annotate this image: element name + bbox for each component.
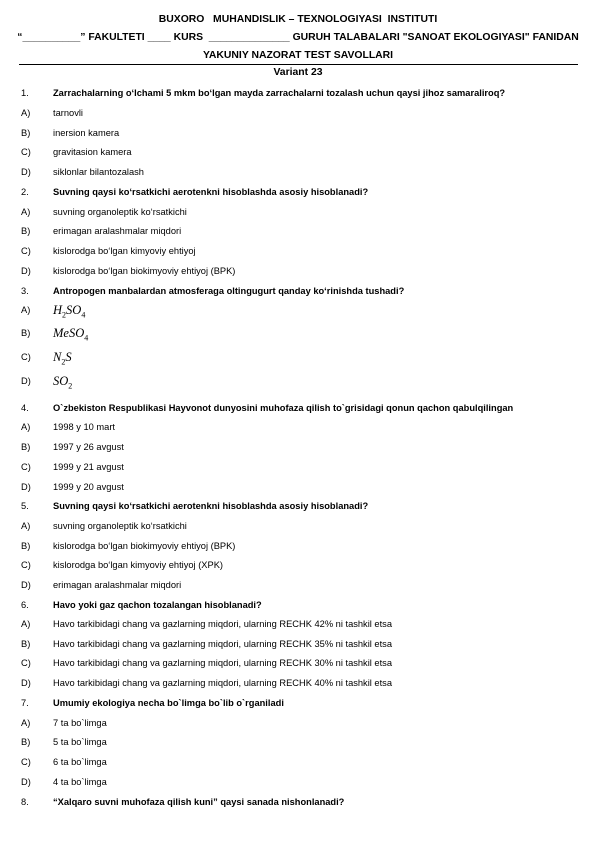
option-1a bbox=[0, 108, 596, 124]
option-text: 1997 y 26 avgust bbox=[53, 442, 124, 452]
option-4a bbox=[0, 422, 596, 438]
question-number: 1. bbox=[21, 88, 29, 98]
chemical-formula: $SO_2$ bbox=[53, 374, 73, 391]
institute-name: BUXORO MUHANDISLIK – TEXNOLOGIYASI INSTITUTI bbox=[158, 14, 438, 25]
option-4d bbox=[0, 482, 596, 498]
header-divider bbox=[19, 64, 578, 65]
option-letter: B) bbox=[21, 639, 31, 649]
option-1c bbox=[0, 147, 596, 163]
option-letter: C) bbox=[21, 462, 31, 472]
question-text: Zarrachalarning o‘lchami 5 mkm bo‘lgan mayda zarrachalarni tozalash uchun qaysi jihoz samaraliroq? bbox=[53, 88, 506, 98]
question-5 bbox=[0, 501, 596, 517]
option-text: kislorodga bo‘lgan kimyoviy ehtiyoj bbox=[53, 246, 196, 256]
option-6d bbox=[0, 678, 596, 694]
option-text: kislorodga bo‘lgan kimyoviy ehtiyoj (XPK) bbox=[53, 560, 223, 570]
option-text: 7 ta bo`limga bbox=[53, 718, 107, 728]
option-letter: B) bbox=[21, 226, 31, 236]
chemical-formula: $N_2S$ bbox=[53, 350, 72, 367]
option-2c bbox=[0, 246, 596, 262]
option-letter: B) bbox=[21, 442, 31, 452]
option-letter: A) bbox=[21, 619, 31, 629]
option-text: kislorodga bo‘lgan biokimyoviy ehtiyoj (BPK) bbox=[53, 266, 236, 276]
option-5a bbox=[0, 521, 596, 537]
question-text: Havo yoki gaz qachon tozalangan hisoblanadi? bbox=[53, 600, 262, 610]
option-1d bbox=[0, 167, 596, 183]
option-letter: A) bbox=[21, 108, 31, 118]
option-letter: B) bbox=[21, 128, 31, 138]
question-number: 7. bbox=[21, 698, 29, 708]
option-letter: D) bbox=[21, 376, 31, 386]
option-7a bbox=[0, 718, 596, 734]
option-3a bbox=[0, 305, 596, 321]
option-6b bbox=[0, 639, 596, 655]
option-letter: D) bbox=[21, 580, 31, 590]
variant-label: Variant 23 bbox=[273, 67, 323, 78]
question-text: O`zbekiston Respublikasi Hayvonot dunyosini muhofaza qilish to`grisidagi qonun qachon qabulqilingan bbox=[53, 403, 514, 413]
option-letter: D) bbox=[21, 167, 31, 177]
option-5c bbox=[0, 560, 596, 576]
option-letter: A) bbox=[21, 521, 31, 531]
option-letter: B) bbox=[21, 737, 31, 747]
option-letter: D) bbox=[21, 482, 31, 492]
option-2b bbox=[0, 226, 596, 242]
option-letter: A) bbox=[21, 422, 31, 432]
option-letter: B) bbox=[21, 328, 31, 338]
question-1 bbox=[0, 88, 596, 104]
option-text: 1999 y 21 avgust bbox=[53, 462, 124, 472]
option-letter: B) bbox=[21, 541, 31, 551]
option-text: inersion kamera bbox=[53, 128, 120, 138]
question-text: Suvning qaysi ko‘rsatkichi aerotenkni hisoblashda asosiy hisoblanadi? bbox=[53, 187, 369, 197]
question-number: 2. bbox=[21, 187, 29, 197]
option-letter: C) bbox=[21, 560, 31, 570]
option-text: Havo tarkibidagi chang va gazlarning miqdori, ularning RECHK 42% ni tashkil etsa bbox=[53, 619, 392, 629]
option-letter: D) bbox=[21, 266, 31, 276]
option-3b bbox=[0, 328, 596, 344]
question-text: Antropogen manbalardan atmosferaga oltingugurt qanday ko‘rinishda tushadi? bbox=[53, 286, 405, 296]
option-letter: D) bbox=[21, 777, 31, 787]
option-text: tarnovli bbox=[53, 108, 83, 118]
option-text: 1999 y 20 avgust bbox=[53, 482, 124, 492]
option-4b bbox=[0, 442, 596, 458]
option-letter: A) bbox=[21, 207, 31, 217]
option-text: kislorodga bo‘lgan biokimyoviy ehtiyoj (BPK) bbox=[53, 541, 236, 551]
question-number: 6. bbox=[21, 600, 29, 610]
option-4c bbox=[0, 462, 596, 478]
option-text: 4 ta bo`limga bbox=[53, 777, 107, 787]
question-text: “Xalqaro suvni muhofaza qilish kuni” qaysi sanada nishonlanadi? bbox=[53, 797, 345, 807]
option-letter: A) bbox=[21, 718, 31, 728]
option-letter: C) bbox=[21, 352, 31, 362]
question-number: 5. bbox=[21, 501, 29, 511]
question-4 bbox=[0, 403, 596, 419]
question-2 bbox=[0, 187, 596, 203]
option-text: 6 ta bo`limga bbox=[53, 757, 107, 767]
option-2d bbox=[0, 266, 596, 282]
option-text: 1998 y 10 mart bbox=[53, 422, 116, 432]
chemical-formula: MeSO$_4$ bbox=[53, 326, 89, 343]
option-letter: C) bbox=[21, 147, 31, 157]
option-letter: A) bbox=[21, 305, 31, 315]
question-number: 4. bbox=[21, 403, 29, 413]
faculty-line: “__________” FAKULTETI ____ KURS ______________ GURUH TALABALARI "SANOAT EKOLOGIYASI" FANIDAN bbox=[17, 32, 579, 43]
option-letter: C) bbox=[21, 757, 31, 767]
question-3 bbox=[0, 286, 596, 302]
option-text: 5 ta bo`limga bbox=[53, 737, 107, 747]
option-7c bbox=[0, 757, 596, 773]
option-text: erimagan aralashmalar miqdori bbox=[53, 226, 182, 236]
question-text: Umumiy ekologiya necha bo`limga bo`lib o`rganiladi bbox=[53, 698, 284, 708]
question-number: 3. bbox=[21, 286, 29, 296]
question-number: 8. bbox=[21, 797, 29, 807]
question-text: Suvning qaysi ko‘rsatkichi aerotenkni hisoblashda asosiy hisoblanadi? bbox=[53, 501, 369, 511]
option-3c bbox=[0, 352, 596, 368]
option-5b bbox=[0, 541, 596, 557]
chemical-formula: $H_2SO_4$ bbox=[53, 303, 86, 320]
option-text: Havo tarkibidagi chang va gazlarning miqdori, ularning RECHK 30% ni tashkil etsa bbox=[53, 658, 392, 668]
option-7b bbox=[0, 737, 596, 753]
option-letter: C) bbox=[21, 246, 31, 256]
option-text: siklonlar bilantozalash bbox=[53, 167, 144, 177]
document-title: YAKUNIY NAZORAT TEST SAVOLLARI bbox=[202, 50, 394, 61]
option-text: suvning organoleptik ko‘rsatkichi bbox=[53, 521, 187, 531]
question-7 bbox=[0, 698, 596, 714]
option-1b bbox=[0, 128, 596, 144]
option-text: gravitasion kamera bbox=[53, 147, 132, 157]
question-6 bbox=[0, 600, 596, 616]
option-letter: C) bbox=[21, 658, 31, 668]
option-2a bbox=[0, 207, 596, 223]
option-7d bbox=[0, 777, 596, 793]
option-6c bbox=[0, 658, 596, 674]
option-text: Havo tarkibidagi chang va gazlarning miqdori, ularning RECHK 40% ni tashkil etsa bbox=[53, 678, 392, 688]
option-6a bbox=[0, 619, 596, 635]
option-5d bbox=[0, 580, 596, 596]
option-3d bbox=[0, 376, 596, 392]
option-text: suvning organoleptik ko‘rsatkichi bbox=[53, 207, 187, 217]
option-letter: D) bbox=[21, 678, 31, 688]
option-text: erimagan aralashmalar miqdori bbox=[53, 580, 182, 590]
question-8 bbox=[0, 797, 596, 813]
option-text: Havo tarkibidagi chang va gazlarning miqdori, ularning RECHK 35% ni tashkil etsa bbox=[53, 639, 392, 649]
